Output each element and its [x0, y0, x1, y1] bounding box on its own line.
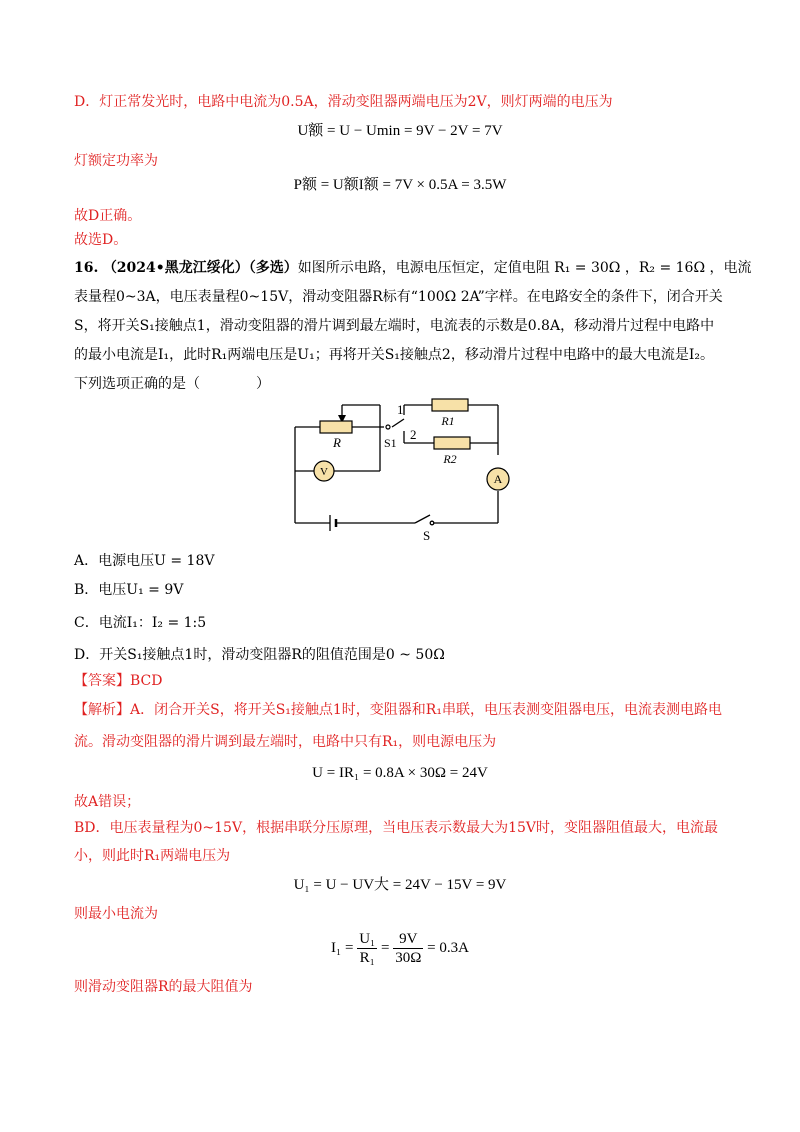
eq3-denominator1: R₁: [359, 950, 375, 966]
label-s1: S1: [384, 436, 397, 450]
label-r2: R2: [443, 452, 457, 466]
label-s: S: [423, 528, 431, 543]
voltmeter-icon: V: [320, 466, 328, 478]
solution-d-line4: 故选D。: [74, 232, 128, 248]
question-source: （2024•黑龙江绥化）（多选）: [102, 260, 298, 276]
question-text2: 表量程0~3A，电压表量程0~15V，滑动变阻器R标有“100Ω 2A”字样。在电路安全的条件下，闭合开关: [74, 289, 723, 305]
analysis-line5: 小，则此时R₁两端电压为: [74, 848, 231, 864]
question-text4: 的最小电流是I₁，此时R₁两端电压是U₁；再将开关S₁接触点2，移动滑片过程中电路中的最大电流是I₂。: [74, 347, 714, 363]
label-r1: R1: [441, 414, 455, 428]
analysis-equation3: [0, 930, 800, 967]
solution-d-equation1: U额 = U − Umin = 9V − 2V = 7V: [297, 123, 503, 139]
question-text1: 如图所示电路，电源电压恒定，定值电阻 R₁ = 30Ω ，R₂ = 16Ω ，电流: [297, 260, 752, 276]
solution-d-equation2: P额 = U额I额 = 7V × 0.5A = 3.5W: [293, 177, 507, 193]
analysis-line6: 则最小电流为: [74, 906, 158, 922]
eq3-numerator2: 9V: [393, 930, 423, 949]
eq3-fraction2: [393, 930, 423, 967]
analysis-line2: 流。滑动变阻器的滑片调到最左端时，电路中只有R₁，则电源电压为: [74, 734, 497, 750]
solution-d-line2: 灯额定功率为: [74, 153, 158, 169]
solution-d-line3: 故D正确。: [74, 208, 142, 224]
analysis-line1: 【解析】A．闭合开关S，将开关S₁接触点1时，变阻器和R₁串联，电压表测变阻器电压，电流表测电路电: [74, 702, 722, 718]
analysis-line7: 则滑动变阻器R的最大阻值为: [74, 979, 253, 995]
eq3-numerator1: U₁: [359, 931, 376, 947]
analysis-equation1: U = IR₁ = 0.8A × 30Ω = 24V: [312, 765, 488, 781]
eq3-equals: =: [381, 939, 390, 956]
answer: 【答案】BCD: [74, 673, 163, 689]
ammeter-icon: A: [493, 472, 503, 486]
contact-1: 1: [397, 402, 404, 417]
question-first-line: [74, 258, 752, 278]
eq3-denominator2: 30Ω: [395, 950, 422, 966]
circuit-diagram: [280, 395, 520, 545]
option-d: D．开关S₁接触点1时，滑动变阻器R的阻值范围是0 ~ 50Ω: [74, 647, 445, 663]
eq3-left: I₁ =: [331, 939, 354, 956]
contact-2: 2: [410, 427, 417, 442]
analysis-equation2: U₁ = U − UV大 = 24V − 15V = 9V: [293, 877, 507, 893]
option-c: C．电流I₁：I₂ = 1:5: [74, 615, 207, 631]
option-b: B．电压U₁ = 9V: [74, 582, 184, 598]
question-text5: 下列选项正确的是（ ）: [74, 376, 270, 392]
solution-d-line1: D．灯正常发光时，电路中电流为0.5A，滑动变阻器两端电压为2V，则灯两端的电压为: [74, 94, 613, 110]
question-number: 16.: [74, 260, 99, 276]
label-r: R: [333, 435, 341, 450]
analysis-line4: BD．电压表量程为0~15V，根据串联分压原理，当电压表示数最大为15V时，变阻器阻值最大，电流最: [74, 820, 718, 836]
eq3-right: = 0.3A: [427, 939, 469, 956]
option-a: A．电源电压U = 18V: [74, 553, 215, 569]
eq3-fraction1: [357, 930, 377, 967]
question-text3: S，将开关S₁接触点1，滑动变阻器的滑片调到最左端时，电流表的示数是0.8A，移动滑片过程中电路中: [74, 318, 715, 334]
analysis-line3: 故A错误；: [74, 794, 141, 810]
